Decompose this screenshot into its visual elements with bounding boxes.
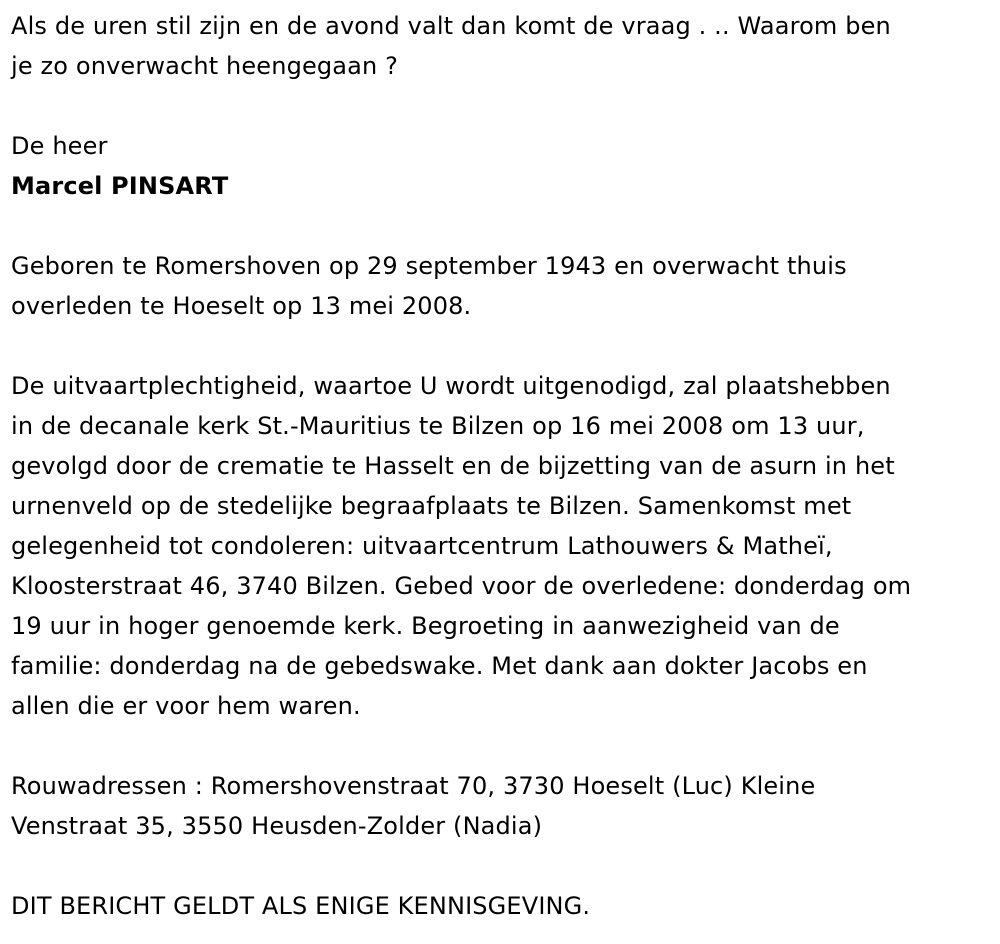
birth-death-paragraph — [11, 246, 996, 326]
notice-paragraph — [11, 886, 996, 926]
funeral-line: gevolgd door de crematie te Hasselt en de bijzetting van de asurn in het — [11, 452, 895, 480]
birth-death-line: Geboren te Romershoven op 29 september 1943 en overwacht thuis — [11, 252, 847, 280]
birth-death-line: overleden te Hoeselt op 13 mei 2008. — [11, 292, 472, 320]
funeral-line: allen die er voor hem waren. — [11, 692, 361, 720]
funeral-line: in de decanale kerk St.-Mauritius te Bilzen op 16 mei 2008 om 13 uur, — [11, 412, 865, 440]
funeral-line: De uitvaartplechtigheid, waartoe U wordt uitgenodigd, zal plaatshebben — [11, 372, 891, 400]
notice-text: DIT BERICHT GELDT ALS ENIGE KENNISGEVING. — [11, 892, 591, 920]
intro-line: je zo onverwacht heengegaan ? — [11, 52, 399, 80]
intro-line: Als de uren stil zijn en de avond valt dan komt de vraag . .. Waarom ben — [11, 12, 891, 40]
funeral-line: 19 uur in hoger genoemde kerk. Begroeting in aanwezigheid van de — [11, 612, 840, 640]
funeral-line: urnenveld op de stedelijke begraafplaats te Bilzen. Samenkomst met — [11, 492, 852, 520]
addresses-paragraph — [11, 766, 996, 846]
funeral-line: gelegenheid tot condoleren: uitvaartcentrum Lathouwers & Matheï, — [11, 532, 833, 560]
deceased-heading — [11, 126, 996, 206]
intro-paragraph — [11, 6, 996, 86]
salutation: De heer — [11, 132, 108, 160]
deceased-name: Marcel PINSART — [11, 172, 229, 200]
funeral-line: Kloosterstraat 46, 3740 Bilzen. Gebed voor de overledene: donderdag om — [11, 572, 912, 600]
address-line: Venstraat 35, 3550 Heusden-Zolder (Nadia) — [11, 812, 543, 840]
funeral-line: familie: donderdag na de gebedswake. Met dank aan dokter Jacobs en — [11, 652, 868, 680]
funeral-paragraph — [11, 366, 996, 726]
obituary-document — [11, 6, 996, 926]
address-line: Rouwadressen : Romershovenstraat 70, 3730 Hoeselt (Luc) Kleine — [11, 772, 816, 800]
